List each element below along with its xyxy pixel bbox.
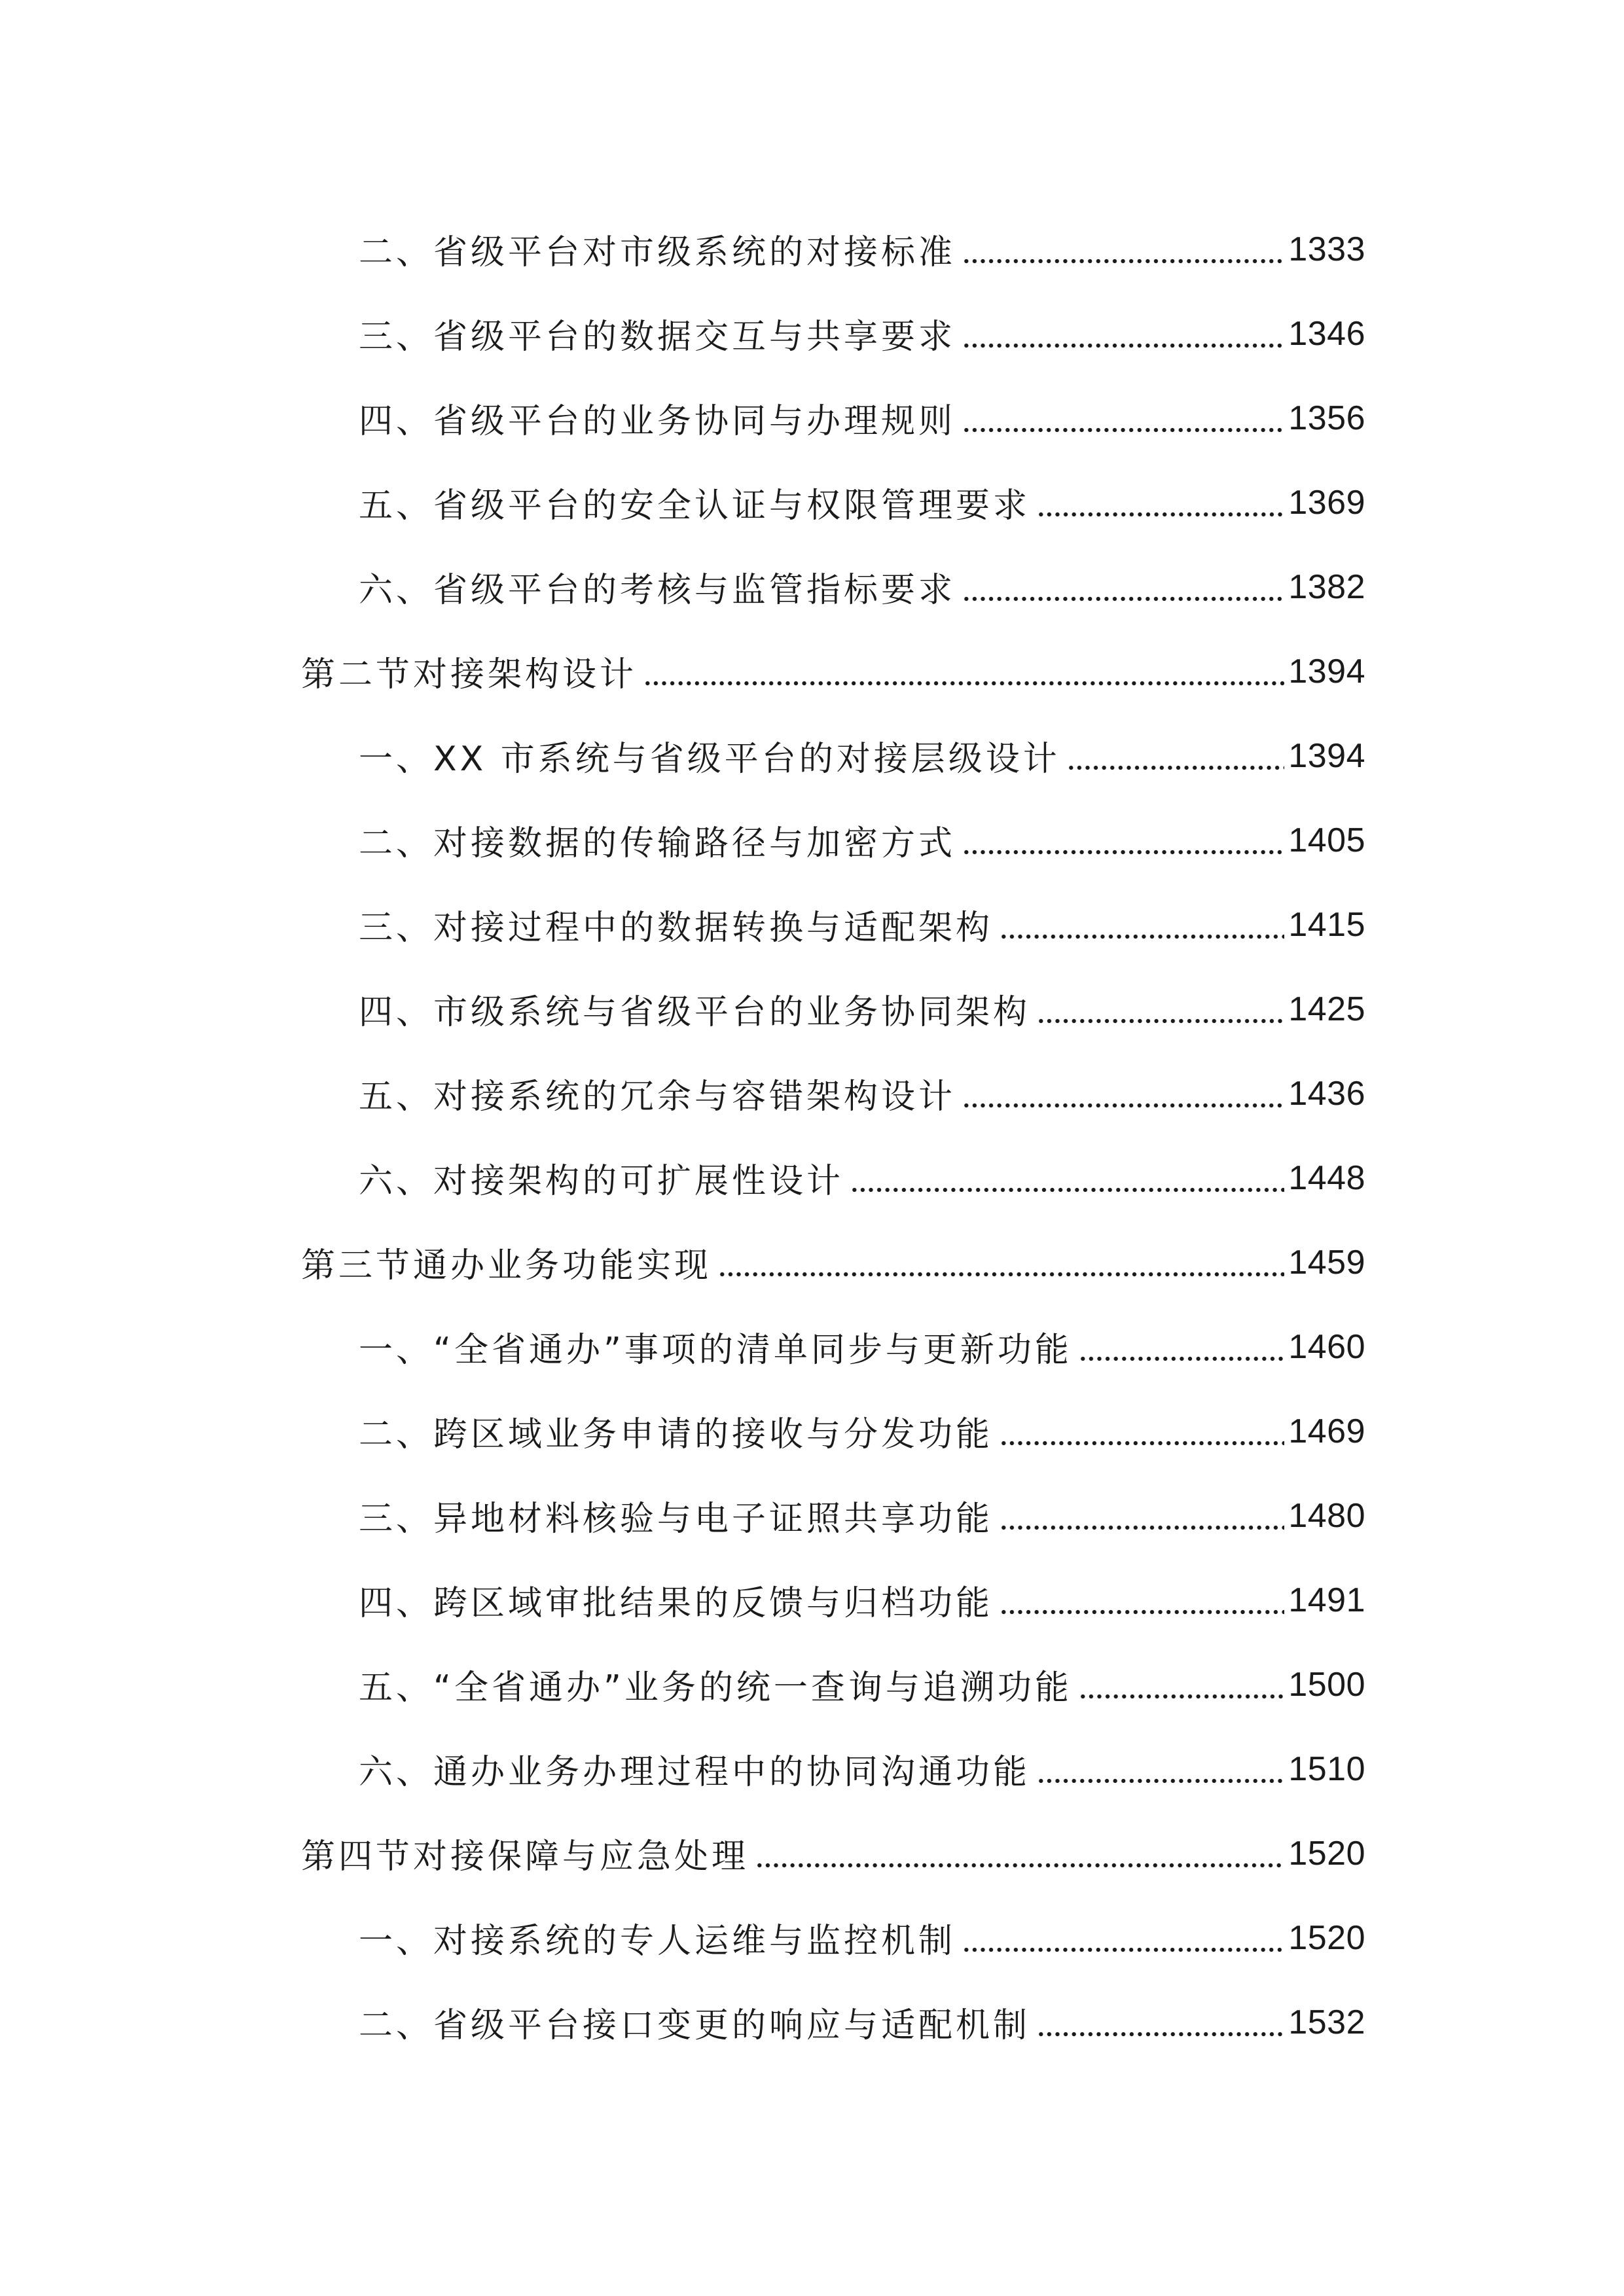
toc-page-number: 1520 (1288, 1834, 1365, 1873)
toc-page-number: 1425 (1288, 990, 1365, 1028)
toc-page-number: 1394 (1288, 652, 1365, 691)
toc-entry-title: 第三节通办业务功能实现 (301, 1246, 712, 1285)
toc-dot-leader (1037, 992, 1284, 1026)
toc-subsection-entry[interactable] (0, 1642, 1624, 1727)
toc-dot-leader (1037, 2005, 1284, 2039)
toc-dot-leader (962, 401, 1284, 435)
toc-subsection-entry[interactable] (0, 798, 1624, 882)
toc-subsection-entry[interactable] (0, 1895, 1624, 1980)
toc-page-number: 1469 (1288, 1412, 1365, 1450)
toc-entry-title: 二、跨区域业务申请的接收与分发功能 (359, 1415, 994, 1454)
toc-entry-title: 一、XX 市系统与省级平台的对接层级设计 (359, 740, 1060, 779)
toc-entry-title: 六、省级平台的考核与监管指标要求 (359, 571, 956, 610)
toc-dot-leader (1067, 739, 1285, 773)
toc-dot-leader (1000, 1583, 1284, 1617)
toc-page-number: 1346 (1288, 314, 1365, 353)
toc-dot-leader (718, 1246, 1284, 1280)
toc-entry-title: 四、省级平台的业务协同与办理规则 (359, 402, 956, 441)
toc-dot-leader (1000, 908, 1284, 942)
toc-subsection-entry[interactable] (0, 1136, 1624, 1220)
toc-entry-title: 三、省级平台的数据交互与共享要求 (359, 317, 956, 357)
toc-page-number: 1520 (1288, 1918, 1365, 1957)
toc-page-number: 1500 (1288, 1665, 1365, 1704)
toc-dot-leader (1079, 1668, 1284, 1702)
toc-entry-title: 三、异地材料核验与电子证照共享功能 (359, 1499, 994, 1539)
toc-entry-title: 六、对接架构的可扩展性设计 (359, 1162, 844, 1201)
toc-entry-title: 五、对接系统的冗余与容错架构设计 (359, 1077, 956, 1117)
toc-page-number: 1356 (1288, 399, 1365, 437)
toc-page-number: 1394 (1288, 736, 1365, 775)
toc-entry-title: 三、对接过程中的数据转换与适配架构 (359, 908, 994, 948)
toc-subsection-entry[interactable] (0, 1558, 1624, 1642)
toc-page-number: 1510 (1288, 1749, 1365, 1788)
toc-dot-leader (962, 823, 1284, 857)
toc-subsection-entry[interactable] (0, 207, 1624, 291)
toc-subsection-entry[interactable] (0, 967, 1624, 1051)
toc-subsection-entry[interactable] (0, 1727, 1624, 1811)
toc-subsection-entry[interactable] (0, 1051, 1624, 1136)
toc-section-entry[interactable] (0, 1220, 1624, 1304)
toc-subsection-entry[interactable] (0, 291, 1624, 376)
toc-subsection-entry[interactable] (0, 545, 1624, 629)
toc-dot-leader (1037, 1752, 1284, 1786)
toc-dot-leader (962, 232, 1284, 266)
toc-section-entry[interactable] (0, 1811, 1624, 1895)
toc-page-number: 1480 (1288, 1496, 1365, 1535)
toc-page-number: 1448 (1288, 1158, 1365, 1197)
toc-entry-title: 二、省级平台对市级系统的对接标准 (359, 233, 956, 272)
toc-dot-leader (962, 1921, 1284, 1955)
toc-subsection-entry[interactable] (0, 1980, 1624, 2064)
toc-page-number: 1532 (1288, 2003, 1365, 2041)
toc-subsection-entry[interactable] (0, 713, 1624, 798)
toc-entry-title: 第二节对接架构设计 (301, 655, 638, 694)
toc-dot-leader (1037, 486, 1284, 520)
toc-page-number: 1459 (1288, 1243, 1365, 1282)
toc-page-number: 1491 (1288, 1581, 1365, 1619)
toc-subsection-entry[interactable] (0, 882, 1624, 967)
toc-dot-leader (643, 655, 1284, 689)
toc-dot-leader (850, 1161, 1284, 1195)
toc-page-number: 1436 (1288, 1074, 1365, 1113)
toc-dot-leader (1000, 1499, 1284, 1533)
toc-entry-title: 四、市级系统与省级平台的业务协同架构 (359, 993, 1031, 1032)
toc-entry-title: 一、“全省通办”事项的清单同步与更新功能 (359, 1331, 1072, 1370)
toc-dot-leader (755, 1837, 1284, 1871)
toc-section-entry[interactable] (0, 629, 1624, 713)
toc-subsection-entry[interactable] (0, 376, 1624, 460)
toc-page-number: 1415 (1288, 905, 1365, 944)
toc-dot-leader (1000, 1414, 1284, 1448)
toc-page-number: 1405 (1288, 821, 1365, 859)
toc-page-number: 1369 (1288, 483, 1365, 522)
toc-subsection-entry[interactable] (0, 1473, 1624, 1558)
toc-entry-title: 二、省级平台接口变更的响应与适配机制 (359, 2006, 1031, 2045)
toc-dot-leader (962, 317, 1284, 351)
toc-entry-title: 四、跨区域审批结果的反馈与归档功能 (359, 1584, 994, 1623)
toc-subsection-entry[interactable] (0, 1304, 1624, 1389)
toc-entry-title: 五、省级平台的安全认证与权限管理要求 (359, 486, 1031, 526)
toc-dot-leader (962, 570, 1284, 604)
toc-dot-leader (962, 1077, 1284, 1111)
toc-entry-title: 二、对接数据的传输路径与加密方式 (359, 824, 956, 863)
table-of-contents (0, 207, 1624, 2064)
toc-subsection-entry[interactable] (0, 460, 1624, 545)
toc-entry-title: 一、对接系统的专人运维与监控机制 (359, 1922, 956, 1961)
toc-page-number: 1333 (1288, 230, 1365, 268)
toc-entry-title: 第四节对接保障与应急处理 (301, 1837, 749, 1876)
toc-page-number: 1460 (1288, 1327, 1365, 1366)
toc-page-number: 1382 (1288, 567, 1365, 606)
toc-entry-title: 五、“全省通办”业务的统一查询与追溯功能 (359, 1668, 1072, 1708)
toc-entry-title: 六、通办业务办理过程中的协同沟通功能 (359, 1753, 1031, 1792)
toc-dot-leader (1079, 1330, 1284, 1364)
toc-subsection-entry[interactable] (0, 1389, 1624, 1473)
